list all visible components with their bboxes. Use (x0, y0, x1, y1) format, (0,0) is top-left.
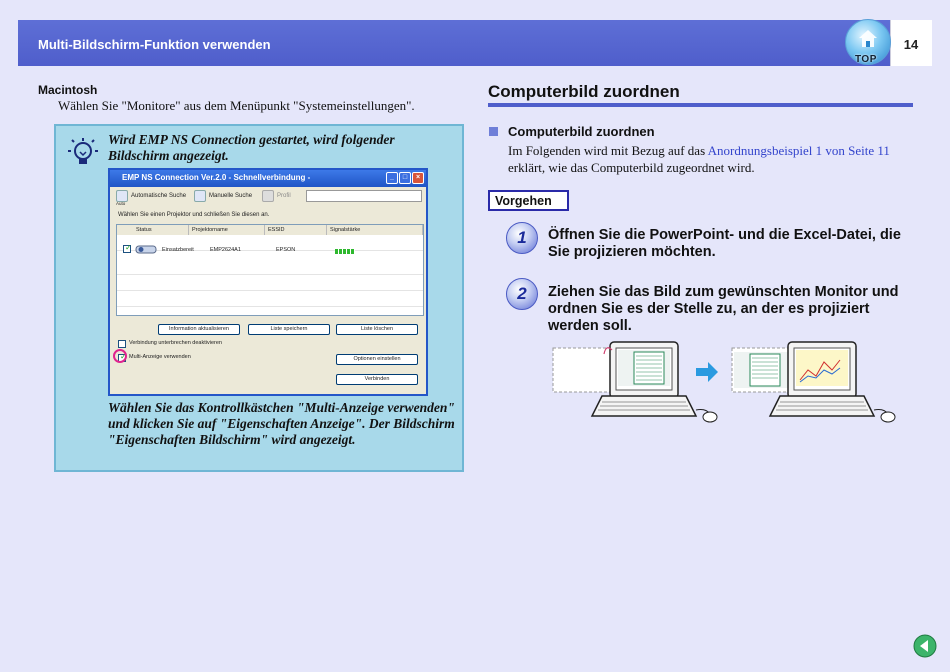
macintosh-heading: Macintosh (38, 83, 98, 97)
right-paragraph (508, 142, 913, 176)
connect-button[interactable]: Verbinden (336, 374, 418, 385)
bullet-square-icon (489, 127, 498, 136)
minimize-icon[interactable]: _ (386, 172, 398, 184)
step-2-number: 2 (517, 284, 527, 303)
step-2-text: Ziehen Sie das Bild zum gewünschten Monitor und ordnen Sie es der Stelle zu, an der es projiziert werden soll. (548, 284, 899, 334)
close-icon[interactable]: × (412, 172, 424, 184)
page-number: 14 (903, 37, 919, 52)
dialog-toolbar (110, 187, 426, 207)
heading-rule (488, 103, 913, 107)
toolbar-profile[interactable]: Profil (277, 193, 291, 199)
column-header-signal[interactable]: Signalstärke (327, 225, 423, 235)
dialog-titlebar (110, 170, 426, 187)
note-text-bottom: Wählen Sie das Kontrollkästchen "Multi-Anzeige verwenden" und klicken Sie auf "Eigenschaften Anzeige". Der Bildschirm "Eigenschaften Bildschirm" wird angezeigt. (108, 400, 455, 447)
table-row (117, 259, 423, 275)
back-arrow-icon[interactable] (913, 634, 937, 658)
column-header-name[interactable]: Projektorname (189, 225, 265, 235)
toolbar-manual-search[interactable]: Manuelle Suche (209, 193, 253, 199)
top-label[interactable]: TOP (855, 54, 877, 65)
projector-icon (135, 244, 159, 254)
right-subheading: Computerbild zuordnen (508, 124, 655, 139)
profile-field[interactable] (306, 190, 422, 202)
table-row (117, 275, 423, 291)
manual-search-icon[interactable] (194, 190, 206, 202)
options-button[interactable]: Optionen einstellen (336, 354, 418, 365)
right-arrow-icon (696, 362, 718, 382)
maximize-icon[interactable]: □ (399, 172, 411, 184)
page-number-box (890, 20, 932, 66)
row-name: EMP2624A1 (210, 247, 241, 253)
drag-to-monitor-illustration (550, 340, 900, 428)
save-list-button[interactable]: Liste speichern (248, 324, 330, 335)
table-row (117, 291, 423, 307)
home-icon[interactable] (857, 28, 879, 50)
column-header-status[interactable]: Status (133, 225, 189, 235)
delete-list-button[interactable]: Liste löschen (336, 324, 418, 335)
multi-display-checkbox[interactable]: ✓ (120, 352, 127, 361)
section-title: Multi-Bildschirm-Funktion verwenden (38, 37, 271, 52)
auto-search-icon-label: Auto (116, 201, 126, 206)
dialog-instruction: Wählen Sie einen Projektor und schließen Sie diesen an. (118, 212, 270, 218)
paragraph-text-before: Im Folgenden wird mit Bezug auf das (508, 143, 708, 158)
projector-table (116, 224, 424, 316)
note-text-top: Wird EMP NS Connection gestartet, wird folgender Bildschirm angezeigt. (108, 132, 395, 163)
arrangement-example-link[interactable]: Anordnungsbeispiel 1 von Seite 11 (707, 143, 890, 158)
refresh-button[interactable]: Information aktualisieren (158, 324, 240, 335)
macintosh-instruction: Wählen Sie "Monitore" aus dem Menüpunkt "Systemeinstellungen". (58, 98, 415, 113)
profile-icon[interactable] (262, 190, 274, 202)
step-1-text: Öffnen Sie die PowerPoint- und die Excel-Datei, die Sie projizieren möchten. (548, 227, 901, 260)
paragraph-text-after: erklärt, wie das Computerbild zugeordnet wird. (508, 160, 755, 175)
connection-dialog (108, 168, 428, 396)
multi-display-option-label: Multi-Anzeige verwenden (129, 354, 191, 360)
dialog-title: EMP NS Connection Ver.2.0 - Schnellverbindung - (122, 173, 311, 182)
page-header (18, 20, 932, 66)
interrupt-option-label: Verbindung unterbrechen deaktivieren (129, 340, 222, 346)
row-essid: EPSON (276, 247, 296, 253)
row-status: Einsatzbereit (162, 247, 194, 253)
hint-lightbulb-icon (66, 136, 100, 170)
signal-strength-bar (335, 249, 355, 254)
row-checkbox[interactable]: ✓ (125, 243, 132, 252)
table-row[interactable] (117, 235, 423, 251)
note-box (54, 124, 464, 472)
procedure-label: Vorgehen (488, 190, 569, 211)
toolbar-auto-search[interactable]: Automatische Suche (131, 193, 187, 199)
right-heading: Computerbild zuordnen (488, 82, 680, 101)
step-1-number: 1 (517, 228, 527, 247)
highlight-circle (113, 349, 127, 363)
column-header-essid[interactable]: ESSID (265, 225, 327, 235)
interrupt-checkbox[interactable] (118, 340, 126, 348)
